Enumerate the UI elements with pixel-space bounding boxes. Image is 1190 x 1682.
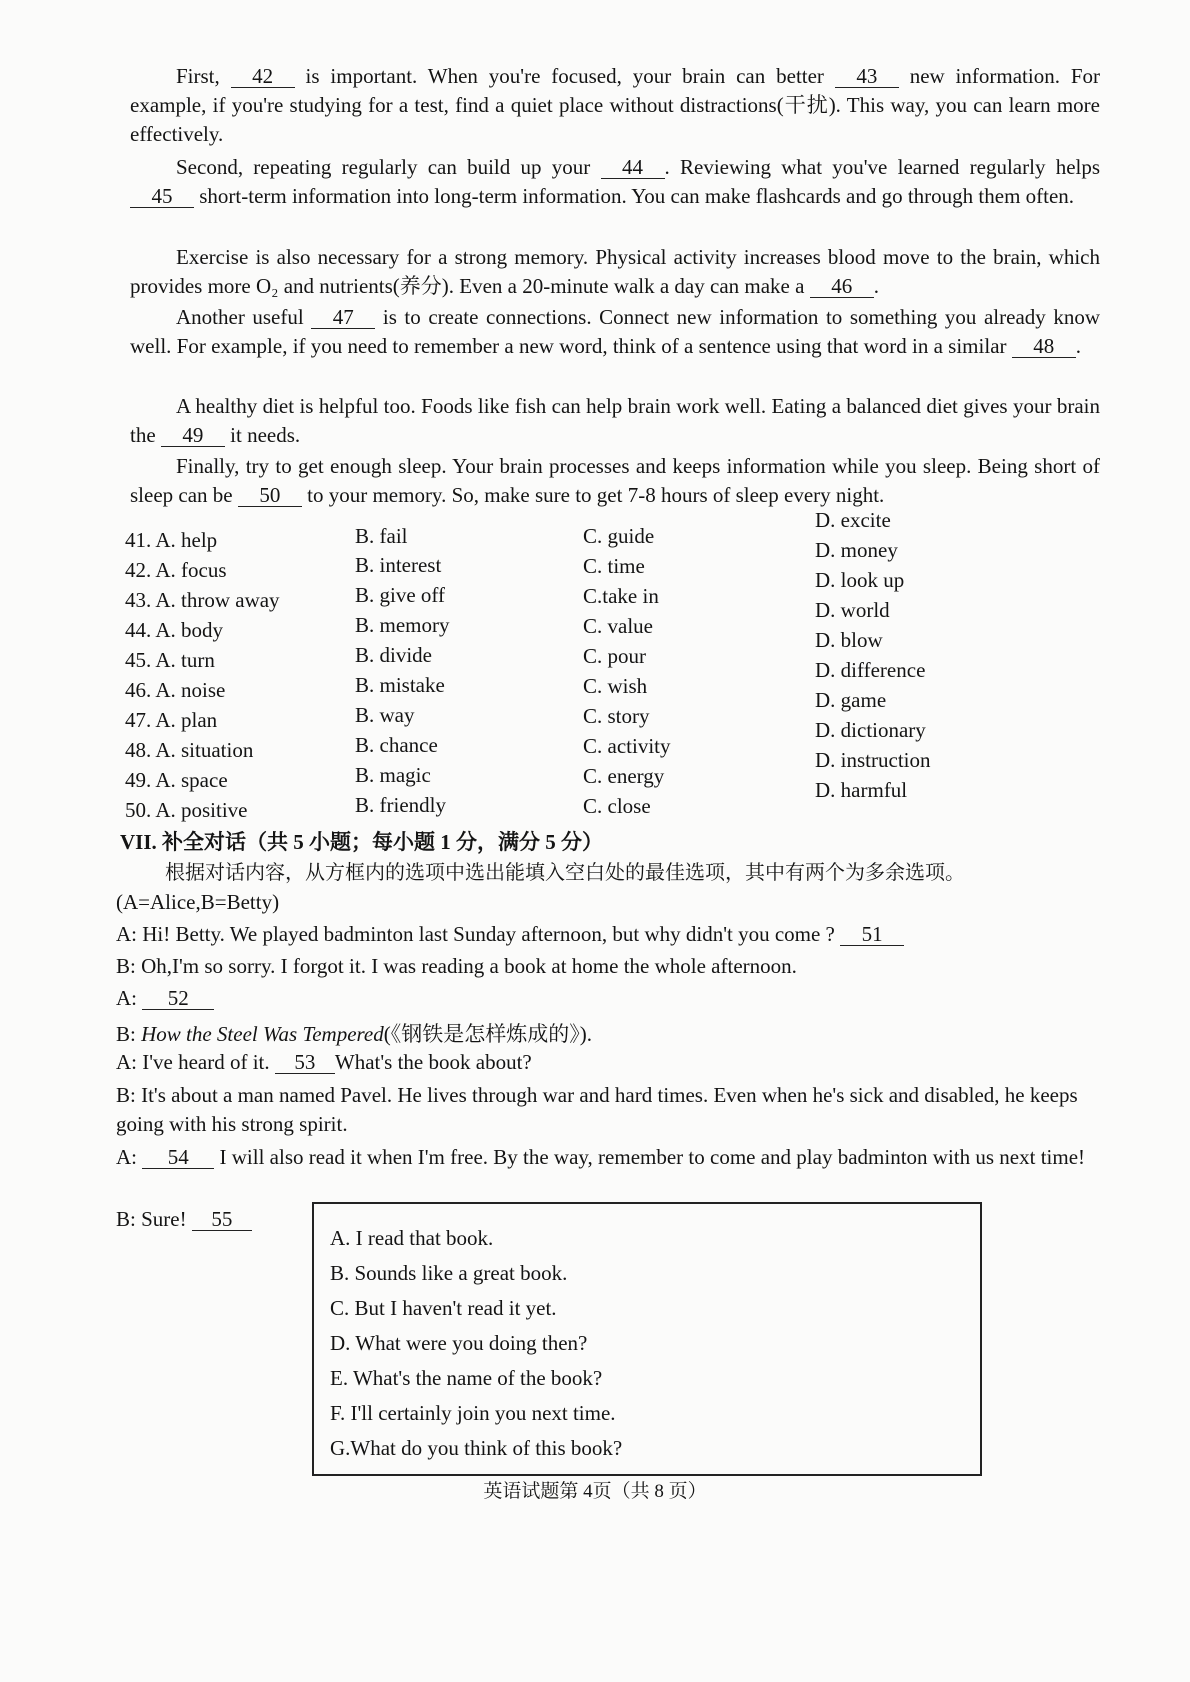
paragraph-2 [130,153,1100,211]
blank-51: 51 [840,923,904,946]
q44-option-c[interactable]: C. value [583,614,653,638]
book-title: How the Steel Was Tempered [141,1022,384,1046]
q48-option-a[interactable]: 48. A. situation [125,738,254,762]
q41-option-c[interactable]: C. guide [583,524,655,548]
q50-option-d[interactable]: D. harmful [815,778,908,802]
text: Another useful [176,305,304,329]
blank-47: 47 [311,306,375,329]
dialogue-roles: (A=Alice,B=Betty) [116,890,280,914]
q44-option-b[interactable]: B. memory [355,613,450,637]
q43-option-b[interactable]: B. give off [355,583,446,607]
dialogue-line-1 [116,922,904,947]
q48-option-b[interactable]: B. chance [355,733,438,757]
text: I will also read it when I'm free. By the way, remember to come and play badminton with us next time! [219,1145,1086,1169]
q41-option-a[interactable]: 41. A. help [125,528,218,552]
q42-option-d[interactable]: D. money [815,538,898,562]
q43-option-d[interactable]: D. look up [815,568,905,592]
section-title: VII. 补全对话（共 5 小题；每小题 1 分，满分 5 分） [120,830,604,854]
option-g[interactable]: G.What do you think of this book? [330,1436,623,1460]
section-instruction: 根据对话内容，从方框内的选项中选出能填入空白处的最佳选项，其中有两个为多余选项。 [165,862,965,884]
paragraph-4 [130,303,1100,361]
q49-option-b[interactable]: B. magic [355,763,431,787]
text: it needs. [230,423,301,447]
dialogue-line-8 [116,1207,252,1232]
q46-option-d[interactable]: D. difference [815,658,926,682]
q50-option-a[interactable]: 50. A. positive [125,798,248,822]
q45-option-d[interactable]: D. blow [815,628,883,652]
text: Finally, try to get enough sleep. Your brain processes and keeps information while you sleep. Being short of sleep can be [130,454,1100,507]
dialogue-line-2: B: Oh,I'm so sorry. I forgot it. I was reading a book at home the whole afternoon. [116,954,797,978]
text: A: I've heard of it. [116,1050,270,1074]
q46-option-a[interactable]: 46. A. noise [125,678,226,702]
text: to your memory. So, make sure to get 7-8 hours of sleep every night. [307,483,885,507]
text: What's the book about? [334,1050,532,1074]
dialogue-line-6 [116,1081,1102,1139]
q46-option-c[interactable]: C. wish [583,674,648,698]
text: new information. For example, if you're studying for a test, find a quiet place without distractions(干扰). This way, you can learn more effectively. [130,64,1100,146]
blank-53: 53 [275,1051,335,1074]
text: Second, repeating regularly can build up your [176,155,591,179]
q47-option-a[interactable]: 47. A. plan [125,708,218,732]
text: . Reviewing what you've learned regularly helps [664,155,1101,179]
blank-45: 45 [130,185,194,208]
paragraph-6 [130,452,1100,510]
option-b[interactable]: B. Sounds like a great book. [330,1261,568,1285]
dialogue-line-5 [116,1050,532,1075]
dialogue-line-7 [116,1143,1102,1172]
q41-option-d[interactable]: D. excite [815,508,891,532]
paragraph-5 [130,392,1100,450]
q46-option-b[interactable]: B. mistake [355,673,445,697]
q47-option-b[interactable]: B. way [355,703,415,727]
text: First, [176,64,220,88]
text: A: [116,986,137,1010]
text: B: [116,1022,136,1046]
q45-option-c[interactable]: C. pour [583,644,646,668]
q49-option-c[interactable]: C. energy [583,764,665,788]
blank-52: 52 [142,987,214,1010]
q45-option-a[interactable]: 45. A. turn [125,648,215,672]
paragraph-1 [130,62,1100,149]
option-c[interactable]: C. But I haven't read it yet. [330,1296,557,1320]
text: short-term information into long-term information. You can make flashcards and go through them often. [199,184,1075,208]
q45-option-b[interactable]: B. divide [355,643,432,667]
option-d[interactable]: D. What were you doing then? [330,1331,588,1355]
text: B: It's about a man named Pavel. He lives through war and hard times. Even when he's sick and disabled, he keeps going with his strong spirit. [116,1083,1078,1136]
text: . [1075,334,1082,358]
blank-49: 49 [161,424,225,447]
blank-46: 46 [810,275,874,298]
q42-option-c[interactable]: C. time [583,554,645,578]
q48-option-c[interactable]: C. activity [583,734,671,758]
page-footer: 英语试题第 4页（共 8 页） [483,1481,707,1502]
text: A: Hi! Betty. We played badminton last Sunday afternoon, but why didn't you come ? [116,922,835,946]
blank-54: 54 [142,1146,214,1169]
text: A healthy diet is helpful too. Foods like fish can help brain work well. Eating a balanced diet gives your brain the [130,394,1100,447]
q50-option-b[interactable]: B. friendly [355,793,446,817]
text: B: Sure! [116,1207,187,1231]
text: A: [116,1145,137,1169]
q41-option-b[interactable]: B. fail [355,524,408,548]
q44-option-a[interactable]: 44. A. body [125,618,224,642]
q43-option-a[interactable]: 43. A. throw away [125,588,280,612]
paragraph-3 [130,243,1100,301]
blank-42: 42 [231,65,295,88]
text: is to create connections. Connect new information to something you already know well. For example, if you need to remember a new word, think of a sentence using that word in a similar [130,305,1101,358]
q47-option-c[interactable]: C. story [583,704,650,728]
blank-55: 55 [192,1208,252,1231]
dialogue-line-4 [116,1018,592,1048]
q43-option-c[interactable]: C.take in [583,584,659,608]
q50-option-c[interactable]: C. close [583,794,651,818]
q44-option-d[interactable]: D. world [815,598,890,622]
q42-option-a[interactable]: 42. A. focus [125,558,227,582]
text: (《钢铁是怎样炼成的》). [383,1022,592,1046]
blank-50: 50 [238,484,302,507]
q47-option-d[interactable]: D. game [815,688,887,712]
blank-43: 43 [835,65,899,88]
blank-44: 44 [601,156,665,179]
q42-option-b[interactable]: B. interest [355,553,442,577]
blank-48: 48 [1012,335,1076,358]
option-a[interactable]: A. I read that book. [330,1226,494,1250]
text: is important. When you're focused, your brain can better [305,64,824,88]
q49-option-d[interactable]: D. instruction [815,748,931,772]
q48-option-d[interactable]: D. dictionary [815,718,926,742]
text: . [873,274,879,298]
option-e[interactable]: E. What's the name of the book? [330,1366,603,1390]
q49-option-a[interactable]: 49. A. space [125,768,228,792]
dialogue-line-3 [116,986,214,1011]
option-f[interactable]: F. I'll certainly join you next time. [330,1401,616,1425]
text: Exercise is also necessary for a strong memory. Physical activity increases blood move to the brain, which provides more O₂ and nutrients(养分). Even a 20-minute walk a day can make a [130,245,1100,298]
